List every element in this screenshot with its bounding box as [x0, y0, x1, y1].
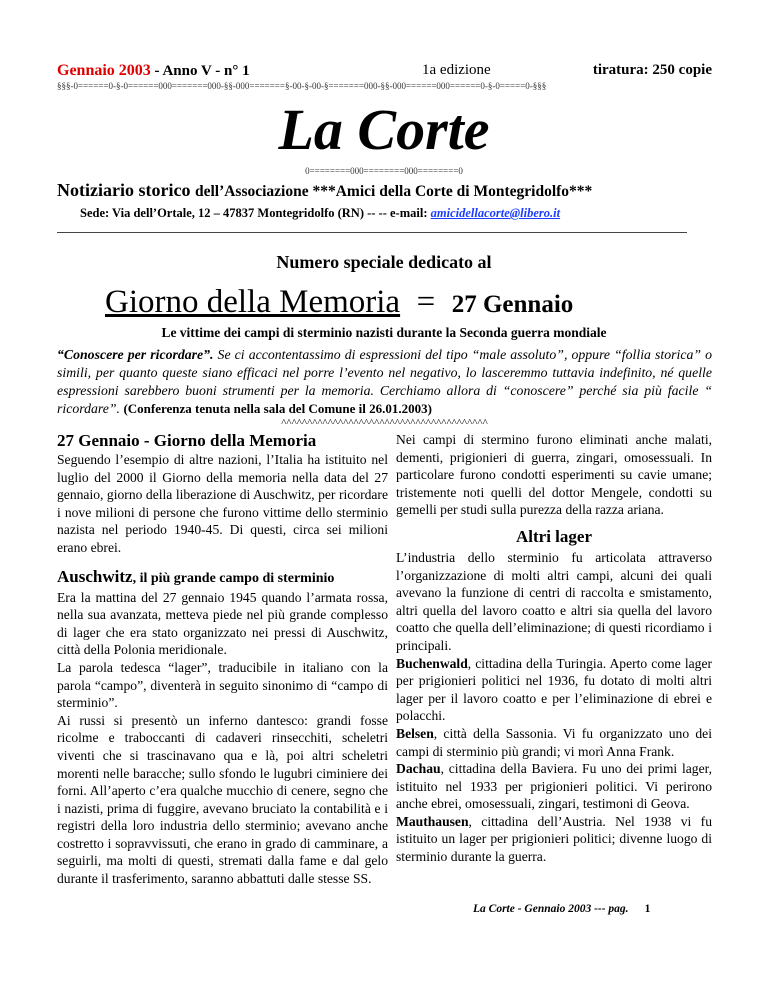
heading-altri-lager: Altri lager	[516, 526, 592, 546]
camp-entry	[396, 760, 712, 813]
intro-paragraph	[57, 346, 712, 418]
camp-entry	[396, 725, 712, 760]
intro-text: Se ci accontentassimo di espressioni del tipo “male assoluto”, oppure “follia storica” o simili, per quanto queste siano efficaci nel porre l’evento nel negativo, lo lasceremmo tuttavia indefinito, né quelle espressioni sarebbero buoni strumenti per la memoria. Cerchiamo allora di “conoscere” perché sia più facile “ ricordare”.	[57, 347, 712, 416]
special-heading	[105, 283, 573, 324]
equals: =	[400, 284, 452, 320]
camp-entry	[396, 655, 712, 725]
caret-divider: ^^^^^^^^^^^^^^^^^^^^^^^^^^^^^^^^^^^^^^^^	[281, 417, 488, 429]
intro-lead: “Conoscere per ricordare”.	[57, 347, 214, 362]
decorative-line: §§§-0======0-§-0======000=======000-§§-000=======§-00-§-00-§=======000-§§-000======000======0-§-0=====0-§§§	[57, 81, 547, 91]
masthead-title: La Corte	[278, 97, 490, 162]
subtitle-main: Notiziario storico	[57, 180, 195, 200]
subtitle-assoc: dell’Associazione ***Amici della Corte di Montegridolfo***	[194, 183, 593, 200]
left-column	[57, 431, 388, 888]
heading-auschwitz-sub: , il più grande campo di sterminio	[132, 570, 335, 586]
camp-text: , cittadina della Baviera. Fu uno dei primi lager, istituito nel 1933 per prigionieri politici. Vi perirono anche ebrei, omosessuali, zingari, testimoni di Geova.	[396, 761, 712, 812]
camp-name: Buchenwald	[396, 655, 468, 671]
camp-name: Dachau	[396, 761, 441, 777]
camp-text: , cittadina della Turingia. Aperto come lager per prigionieri politici nel 1936, fu dotato di molti altri lager per il lavoro coatto e per l’eliminazione di ebrei e polacchi.	[396, 655, 712, 724]
print-run: tiratura: 250 copie	[592, 62, 712, 78]
page-footer	[57, 902, 712, 916]
page-number: 1	[644, 902, 651, 915]
paragraph: Seguendo l’esempio di altre nazioni, l’Italia ha istituito nel luglio del 2000 il Giorno della memoria nella data del 27 gennaio, giorno della liberazione di Auschwitz, per ricordare i nove milioni di persone che furono vittime dello sterminio nazista nel periodo 1940-45. Di questi, circa sei milioni erano ebrei.	[57, 452, 388, 555]
heading-auschwitz	[57, 567, 388, 589]
camp-name: Mauthausen	[396, 813, 469, 829]
camp-name: Belsen	[396, 725, 434, 741]
masthead-top	[57, 62, 712, 80]
heading-giorno: 27 Gennaio - Giorno della Memoria	[57, 431, 317, 450]
subtitle	[57, 180, 592, 202]
camp-text: , città della Sassonia. Vi fu organizzato uno dei campi di sterminio più grandi; vi morì Anna Frank.	[396, 725, 712, 759]
paragraph: La parola tedesca “lager”, traducibile in italiano con la parola “campo”, diventerà in seguito sinonimo di “campo di sterminio”.	[57, 659, 388, 711]
decorative-line-2: 0========000========000========0	[305, 166, 463, 176]
intro-note: (Conferenza tenuta nella sala del Comune il 26.01.2003)	[123, 401, 432, 416]
email-link[interactable]: amicidellacorte@libero.it	[430, 206, 561, 220]
special-date: 27 Gennaio	[451, 291, 574, 318]
paragraph: Era la mattina del 27 gennaio 1945 quando l’armata rossa, nella sua avanzata, metteva piede nel più grande complesso di lager che era stato organizzato nei pressi di Auschwitz, città della Polonia meridionale.	[57, 589, 388, 658]
paragraph: Nei campi di stermino furono eliminati anche malati, dementi, prigionieri di guerra, zingari, omosessuali. In particolare furono condotti esperimenti su cavie umane; tristemente noti quelli del dottor Mengele, condotti su gemelli per studi sulla purezza della razza ariana.	[396, 432, 712, 518]
heading-auschwitz-name: Auschwitz	[57, 566, 133, 586]
issue-date: Gennaio 2003	[57, 62, 151, 79]
footer-label: La Corte - Gennaio 2003 --- pag.	[473, 902, 629, 915]
address	[80, 206, 560, 221]
special-intro: Numero speciale dedicato al	[276, 252, 492, 272]
right-column	[396, 431, 712, 888]
body-flow	[57, 346, 712, 916]
special-name: Giorno della Memoria	[105, 284, 401, 320]
camp-entry	[396, 813, 712, 866]
address-text: Sede: Via dell’Ortale, 12 – 47837 Montegridolfo (RN) -- -- e-mail:	[80, 206, 431, 220]
special-subtitle: Le vittime dei campi di sterminio nazisti durante la Seconda guerra mondiale	[161, 325, 607, 340]
paragraph: L’industria dello sterminio fu articolata attraverso l’organizzazione di molti altri campi, alcuni dei quali avevano la funzione di centri di raccolta e smistamento, altri quella del lavoro coatto e altri sia quella del lavoro coatto che quella dell’eliminazione; di questi ricordiamo i principali.	[396, 549, 712, 653]
divider	[57, 232, 687, 233]
camp-text: , cittadina dell’Austria. Nel 1938 vi fu istituito un lager per prigionieri politici; divenne luogo di sterminio durante la guerra.	[396, 813, 712, 865]
issue-number: - Anno V - n° 1	[154, 63, 250, 79]
edition: 1a edizione	[422, 62, 491, 78]
columns	[57, 431, 712, 888]
paragraph: Ai russi si presentò un inferno dantesco: grandi fosse ricolme e traboccanti di cadaveri rinsecchiti, scheletri viventi che si trascinavano qua e là, poi altri scheletri morenti nelle baracche; sullo sfondo le lugubri ciminiere dei forni. All’aperto c’era qualche mucchio di cenere, segno che i nazisti, prima di fuggire, avevano bruciato la contabilità e i registri della loro industria dello sterminio; avevano anche costretto i sopravvissuti, che erano in grado di camminare, a seguirli, ma molti di questi, stremati dalla fame e dal gelo durante il trasferimento, saranno abbattuti dalle stesse SS.	[57, 712, 388, 887]
